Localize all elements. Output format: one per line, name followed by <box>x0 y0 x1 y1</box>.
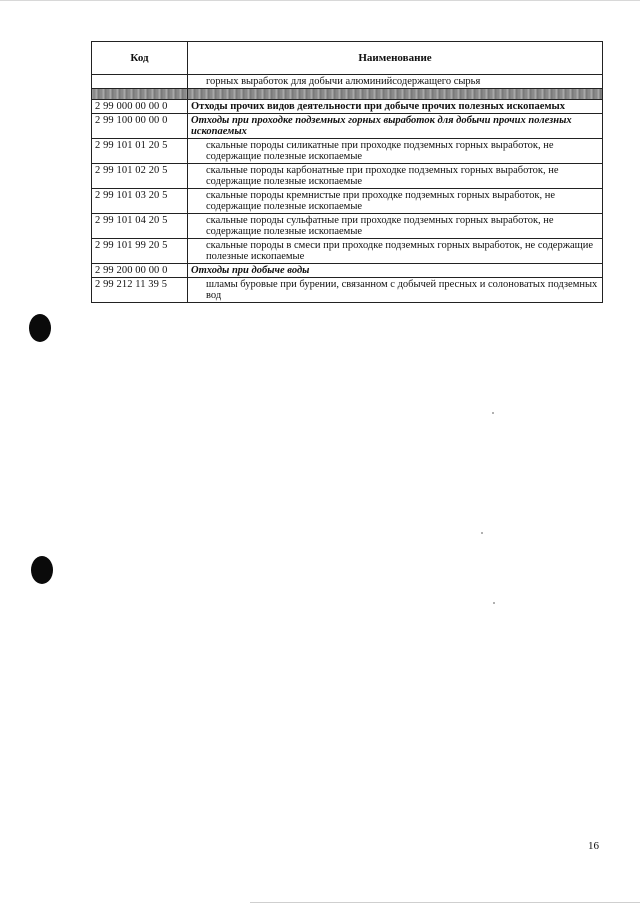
table-row <box>92 114 603 139</box>
cell-name: скальные породы в смеси при проходке подземных горных выработок, не содержащие полезные ископаемые <box>188 239 603 264</box>
scan-edge-top <box>0 0 640 1</box>
scan-speck <box>493 602 495 604</box>
punch-hole <box>29 314 51 342</box>
continuation-row <box>92 75 603 89</box>
cell-code: 2 99 200 00 00 0 <box>92 264 188 278</box>
cell-name: скальные породы карбонатные при проходке подземных горных выработок, не содержащие полезные ископаемые <box>188 164 603 189</box>
cell-code: 2 99 101 03 20 5 <box>92 189 188 214</box>
cell-code: 2 99 101 04 20 5 <box>92 214 188 239</box>
table-row <box>92 100 603 114</box>
table-row <box>92 214 603 239</box>
header-code: Код <box>92 42 188 75</box>
cell-name: шламы буровые при бурении, связанном с добычей пресных и солоноватых подземных вод <box>188 278 603 303</box>
cell-name: Отходы прочих видов деятельности при добыче прочих полезных ископаемых <box>188 100 603 114</box>
table-row <box>92 278 603 303</box>
punch-hole <box>31 556 53 584</box>
cell-code: 2 99 212 11 39 5 <box>92 278 188 303</box>
table-row <box>92 189 603 214</box>
cell-code: 2 99 100 00 00 0 <box>92 114 188 139</box>
cell-name: скальные породы силикатные при проходке подземных горных выработок, не содержащие полезные ископаемые <box>188 139 603 164</box>
header-name: Наименование <box>188 42 603 75</box>
table-row <box>92 164 603 189</box>
scan-edge-bottom <box>250 902 640 903</box>
page-number: 16 <box>588 840 599 852</box>
cell-code: 2 99 101 02 20 5 <box>92 164 188 189</box>
table-row <box>92 264 603 278</box>
table-row <box>92 139 603 164</box>
continuation-text: горных выработок для добычи алюминийсодержащего сырья <box>188 75 603 89</box>
cell-name: Отходы при добыче воды <box>188 264 603 278</box>
scan-speck <box>481 532 483 534</box>
cell-name: Отходы при проходке подземных горных выработок для добычи прочих полезных ископаемых <box>188 114 603 139</box>
cell-code: 2 99 101 01 20 5 <box>92 139 188 164</box>
scan-artifact-row <box>92 89 603 100</box>
cell-code <box>92 75 188 89</box>
cell-name: скальные породы сульфатные при проходке подземных горных выработок, не содержащие полезные ископаемые <box>188 214 603 239</box>
cell-code: 2 99 101 99 20 5 <box>92 239 188 264</box>
waste-classifier-table <box>91 41 603 303</box>
table-header-row <box>92 42 603 75</box>
table-row <box>92 239 603 264</box>
cell-name: скальные породы кремнистые при проходке подземных горных выработок, не содержащие полезные ископаемые <box>188 189 603 214</box>
cell-code: 2 99 000 00 00 0 <box>92 100 188 114</box>
scan-speck <box>492 412 494 414</box>
